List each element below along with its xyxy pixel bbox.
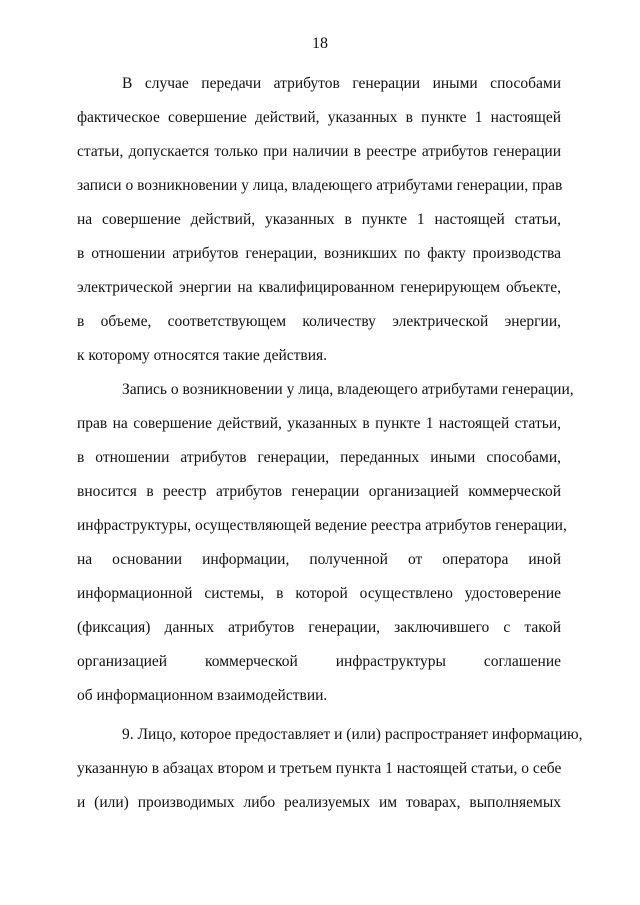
paragraph bbox=[77, 67, 561, 373]
paragraph-line: и (или) производимых либо реализуемых им товарах, выполняемых bbox=[77, 794, 561, 811]
paragraph-line: 9. Лицо, которое предоставляет и (или) распространяет информацию, bbox=[122, 726, 583, 743]
page-number: 18 bbox=[312, 35, 328, 52]
paragraph-line: прав на совершение действий, указанных в пункте 1 настоящей статьи, bbox=[77, 415, 561, 432]
paragraph-line: в отношении атрибутов генерации, переданных иными способами, bbox=[77, 449, 561, 466]
paragraph-line: информационной системы, в которой осуществлено удостоверение bbox=[77, 585, 561, 602]
paragraph-line: об информационном взаимодействии. bbox=[77, 687, 328, 704]
paragraph-line: к которому относятся такие действия. bbox=[77, 347, 328, 364]
paragraph-line: указанную в абзацах втором и третьем пункта 1 настоящей статьи, о себе bbox=[77, 760, 562, 777]
paragraph bbox=[77, 718, 583, 820]
paragraph-line: статьи, допускается только при наличии в реестре атрибутов генерации bbox=[77, 143, 561, 160]
paragraph-line: фактическое совершение действий, указанных в пункте 1 настоящей bbox=[77, 109, 561, 126]
paragraph-line: (фиксация) данных атрибутов генерации, заключившего с такой bbox=[77, 619, 561, 636]
paragraph-line: вносится в реестр атрибутов генерации организацией коммерческой bbox=[77, 483, 561, 500]
paragraph-line: на основании информации, полученной от оператора иной bbox=[77, 551, 561, 568]
paragraph-line: организацией коммерческой инфраструктуры соглашение bbox=[77, 653, 561, 670]
paragraph-line: инфраструктуры, осуществляющей ведение реестра атрибутов генерации, bbox=[77, 517, 567, 534]
paragraph-line: в объеме, соответствующем количеству электрической энергии, bbox=[77, 313, 561, 330]
paragraph-line: В случае передачи атрибутов генерации иными способами bbox=[122, 75, 561, 92]
paragraph-line: записи о возникновении у лица, владеющего атрибутами генерации, прав bbox=[77, 177, 563, 194]
paragraph bbox=[77, 373, 574, 713]
paragraph-line: Запись о возникновении у лица, владеющего атрибутами генерации, bbox=[122, 381, 574, 398]
paragraph-line: в отношении атрибутов генерации, возникших по факту производства bbox=[77, 245, 561, 262]
paragraph-line: на совершение действий, указанных в пункте 1 настоящей статьи, bbox=[77, 211, 561, 228]
paragraph-line: электрической энергии на квалифицированном генерирующем объекте, bbox=[77, 279, 561, 296]
